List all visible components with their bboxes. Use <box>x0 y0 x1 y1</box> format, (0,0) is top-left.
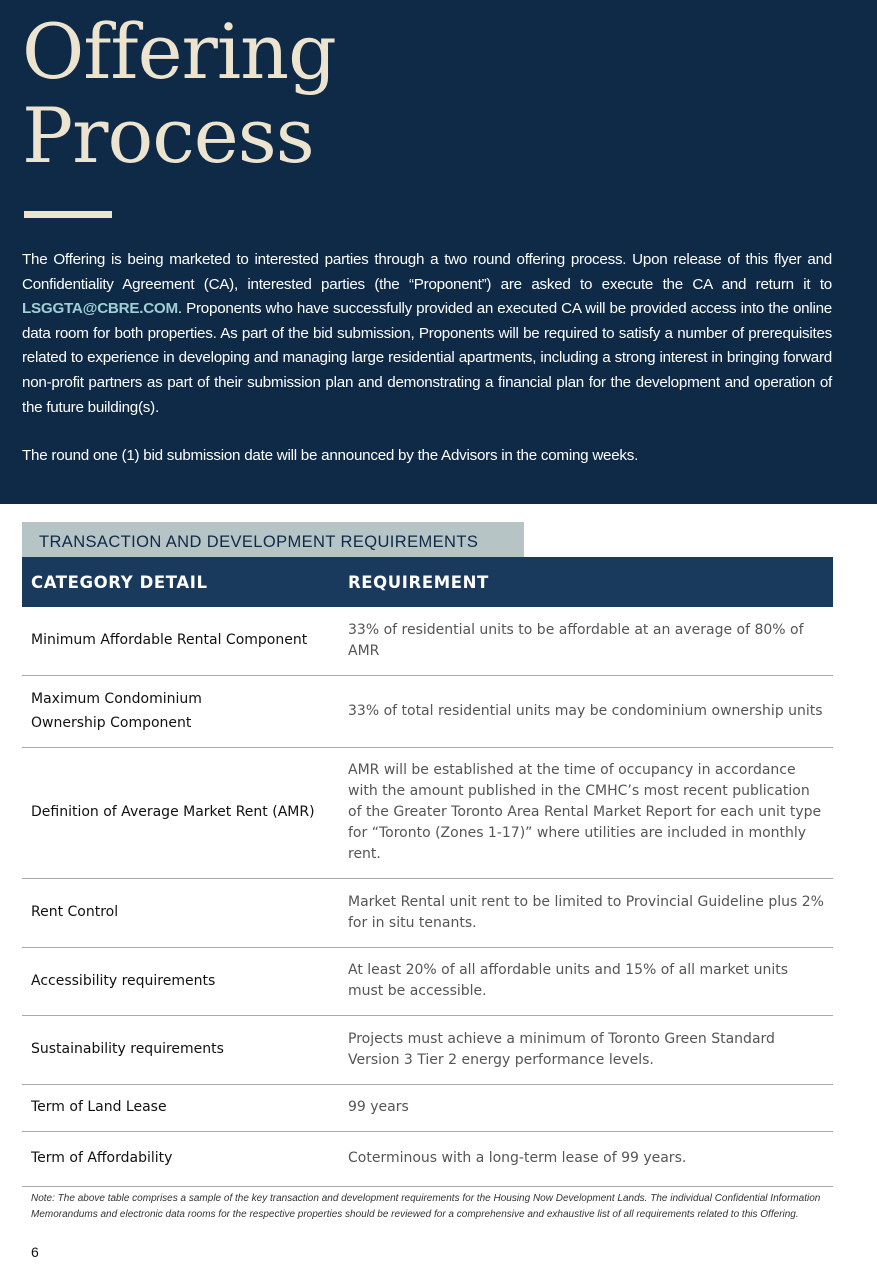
row-category: Definition of Average Market Rent (AMR) <box>22 747 339 878</box>
header-category: CATEGORY DETAIL <box>31 572 208 592</box>
row-requirement: 33% of residential units to be affordable at an average of 80% of AMR <box>339 607 833 675</box>
table-row <box>22 747 833 878</box>
row-requirement: At least 20% of all affordable units and 15% of all market units must be accessible. <box>339 947 833 1015</box>
row-requirement: 99 years <box>339 1084 833 1131</box>
header-requirement: REQUIREMENT <box>348 572 489 592</box>
row-category: Minimum Affordable Rental Component <box>22 607 339 675</box>
row-category: Accessibility requirements <box>22 947 339 1015</box>
page-title <box>22 7 336 180</box>
title-underline <box>24 211 112 218</box>
page-title-line-2: Process <box>22 91 314 180</box>
intro-text-start: The Offering is being marketed to interested parties through a two round offering process. Upon release of this flyer and Confidentiality Agreement (CA), interested parties (the “Proponent”) are asked to execute the CA and return it to <box>22 251 832 293</box>
row-category: Term of Land Lease <box>22 1084 339 1131</box>
footnote: Note: The above table comprises a sample of the key transaction and development requirements for the Housing Now Development Lands. The individual Confidential Information Memorandums and electronic data rooms for the respective properties should be reviewed for a comprehensive and exhaustive list of all requirements related to this Offering. <box>31 1193 821 1220</box>
table-row <box>22 1015 833 1084</box>
row-requirement: AMR will be established at the time of occupancy in accordance with the amount published in the CMHC’s most recent publication of the Greater Toronto Area Rental Market Report for each unit type for “Toronto (Zones 1-17)” where utilities are included in monthly rent. <box>339 747 833 878</box>
email-link[interactable]: LSGGTA@CBRE.COM <box>22 300 178 318</box>
table-header-row <box>22 557 833 607</box>
row-category <box>22 675 339 747</box>
intro-paragraph <box>22 248 832 420</box>
row-category: Rent Control <box>22 878 339 947</box>
table-row <box>22 878 833 947</box>
table-row <box>22 947 833 1015</box>
row-requirement: Coterminous with a long-term lease of 99 years. <box>339 1131 833 1186</box>
table-row <box>22 675 833 747</box>
table-row <box>22 1084 833 1131</box>
page-title-line-1: Offering <box>22 7 336 96</box>
row-requirement: Market Rental unit rent to be limited to Provincial Guideline plus 2% for in situ tenants. <box>339 878 833 947</box>
row-requirement: Projects must achieve a minimum of Toronto Green Standard Version 3 Tier 2 energy performance levels. <box>339 1015 833 1084</box>
row-category: Sustainability requirements <box>22 1015 339 1084</box>
row-category-text: Maximum Condominium Ownership Component <box>31 691 202 731</box>
intro-text-end: . Proponents who have successfully provided an executed CA will be provided access into the online data room for both properties. As part of the bid submission, Proponents will be required to satisfy a number of prerequisites related to experience in developing and managing large residential apartments, including a strong interest in bringing forward non-profit partners as part of their submission plan and demonstrating a financial plan for the development and operation of the future building(s). <box>22 300 832 416</box>
page-number: 6 <box>31 1244 39 1260</box>
requirements-table <box>22 557 833 1187</box>
round-one-paragraph: The round one (1) bid submission date will be announced by the Advisors in the coming weeks. <box>22 447 639 464</box>
section-title: TRANSACTION AND DEVELOPMENT REQUIREMENTS <box>22 522 524 558</box>
row-requirement: 33% of total residential units may be condominium ownership units <box>339 675 833 747</box>
row-category: Term of Affordability <box>22 1131 339 1186</box>
table-row <box>22 1131 833 1186</box>
table-row <box>22 607 833 675</box>
hero-section <box>0 0 877 504</box>
